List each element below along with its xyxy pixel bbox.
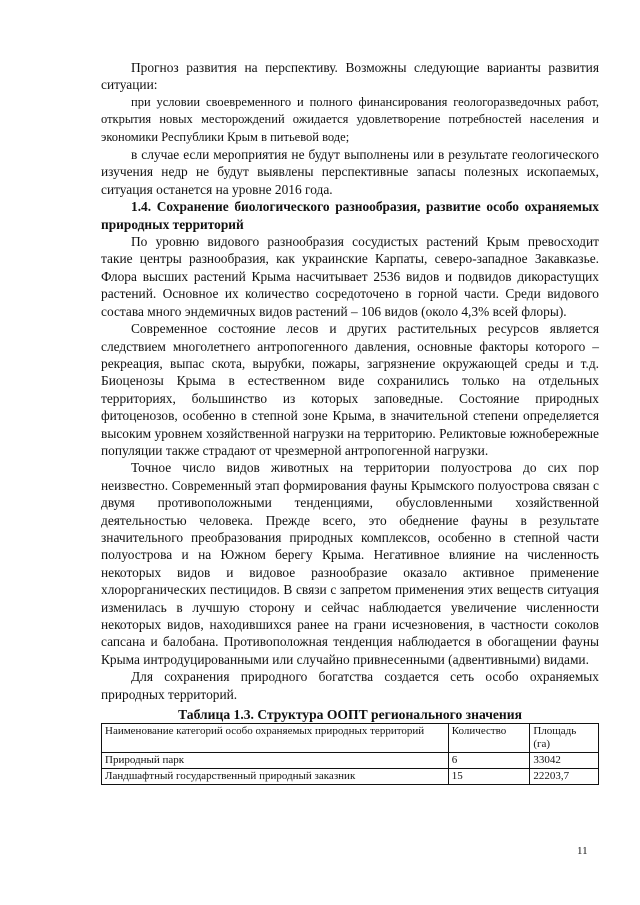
table-cell: 33042 [530,753,599,769]
table-cell: 15 [448,769,530,785]
paragraph-fauna: Точное число видов животных на территории полуострова до сих пор неизвестно. Современный этап формирования фауны Крымского полуострова связан с двумя противоположными тенденциями, обусловленными хозяйственной деятельностью человека. Прежде всего, это обеднение фауны в результате значительного преобразования природных комплексов, особенно в степной части полуострова и на Южном берегу Крыма. Негативное влияние на численность некоторых видов и видовое разнообразие оказало активное применение хлорорганических пестицидов. В связи с запретом применения этих веществ ситуация изменилась в лучшую сторону и сейчас наблюдается увеличение численности некоторых видов, находившихся ранее на грани исчезновения, в частности соколов сапсана и балобана. Противоположная тенденция наблюдается в обогащении фауны Крыма интродуцированными или случайно привнесенными (адвентивными) видами. [101,460,599,667]
paragraph-scenario-no-action: в случае если мероприятия не будут выполнены или в результате геологического изучения недр не будут выявлены перспективные запасы полезных ископаемых, ситуация останется на уровне 2016 года. [101,147,599,197]
paragraph-scenario-funding: при условии своевременного и полного финансирования геологоразведочных работ, открытия новых месторождений ожидается удовлетворение потребностей населения и экономики Республики Крым в питьевой воде; [101,94,599,144]
paragraph-protected-network: Для сохранения природного богатства создается сеть особо охраняемых природных территорий. [101,669,599,702]
table-cell: Ландшафтный государственный природный заказник [102,769,449,785]
table-header-cell: Площадь (га) [530,724,599,753]
paragraph-flora: По уровню видового разнообразия сосудистых растений Крым превосходит такие центры разнообразия, как украинские Карпаты, северо-западное Закавказье. Флора высших растений Крыма насчитывает 2536 видов и подвидов дикорастущих растений. Основное их количество сосредоточено в горной части. Среди видового состава много эндемичных видов растений – 106 видов (около 4,3% всей флоры). [101,234,599,319]
protected-areas-table [101,723,599,785]
document-page [101,59,599,785]
table-header-cell: Количество [448,724,530,753]
table-cell: Природный парк [102,753,449,769]
paragraph-forecast: Прогноз развития на перспективу. Возможны следующие варианты развития ситуации: [101,60,599,93]
table-cell: 6 [448,753,530,769]
table-row [102,769,599,785]
paragraph-forests: Современное состояние лесов и других растительных ресурсов является следствием многолетнего антропогенного давления, основные факторы которого – рекреация, выпас скота, вырубки, пожары, загрязнение окружающей среды и т.д. Биоценозы Крыма в естественном виде сохранились только на отдельных территориях, большинство из которых заповедные. Состояние природных фитоценозов, особенно в степной зоне Крыма, в значительной степени определяется высоким уровнем хозяйственной нагрузки на территорию. Реликтовые южнобережные популяции также страдают от чрезмерной антропогенной нагрузки. [101,321,599,458]
section-heading: 1.4. Сохранение биологического разнообразия, развитие особо охраняемых природных территорий [101,199,599,232]
table-cell: 22203,7 [530,769,599,785]
table-row [102,753,599,769]
table-header-row [102,724,599,753]
table-title: Таблица 1.3. Структура ООПТ регионального значения [178,707,522,723]
page-number: 11 [577,845,588,857]
table-header-cell: Наименование категорий особо охраняемых природных территорий [102,724,449,753]
